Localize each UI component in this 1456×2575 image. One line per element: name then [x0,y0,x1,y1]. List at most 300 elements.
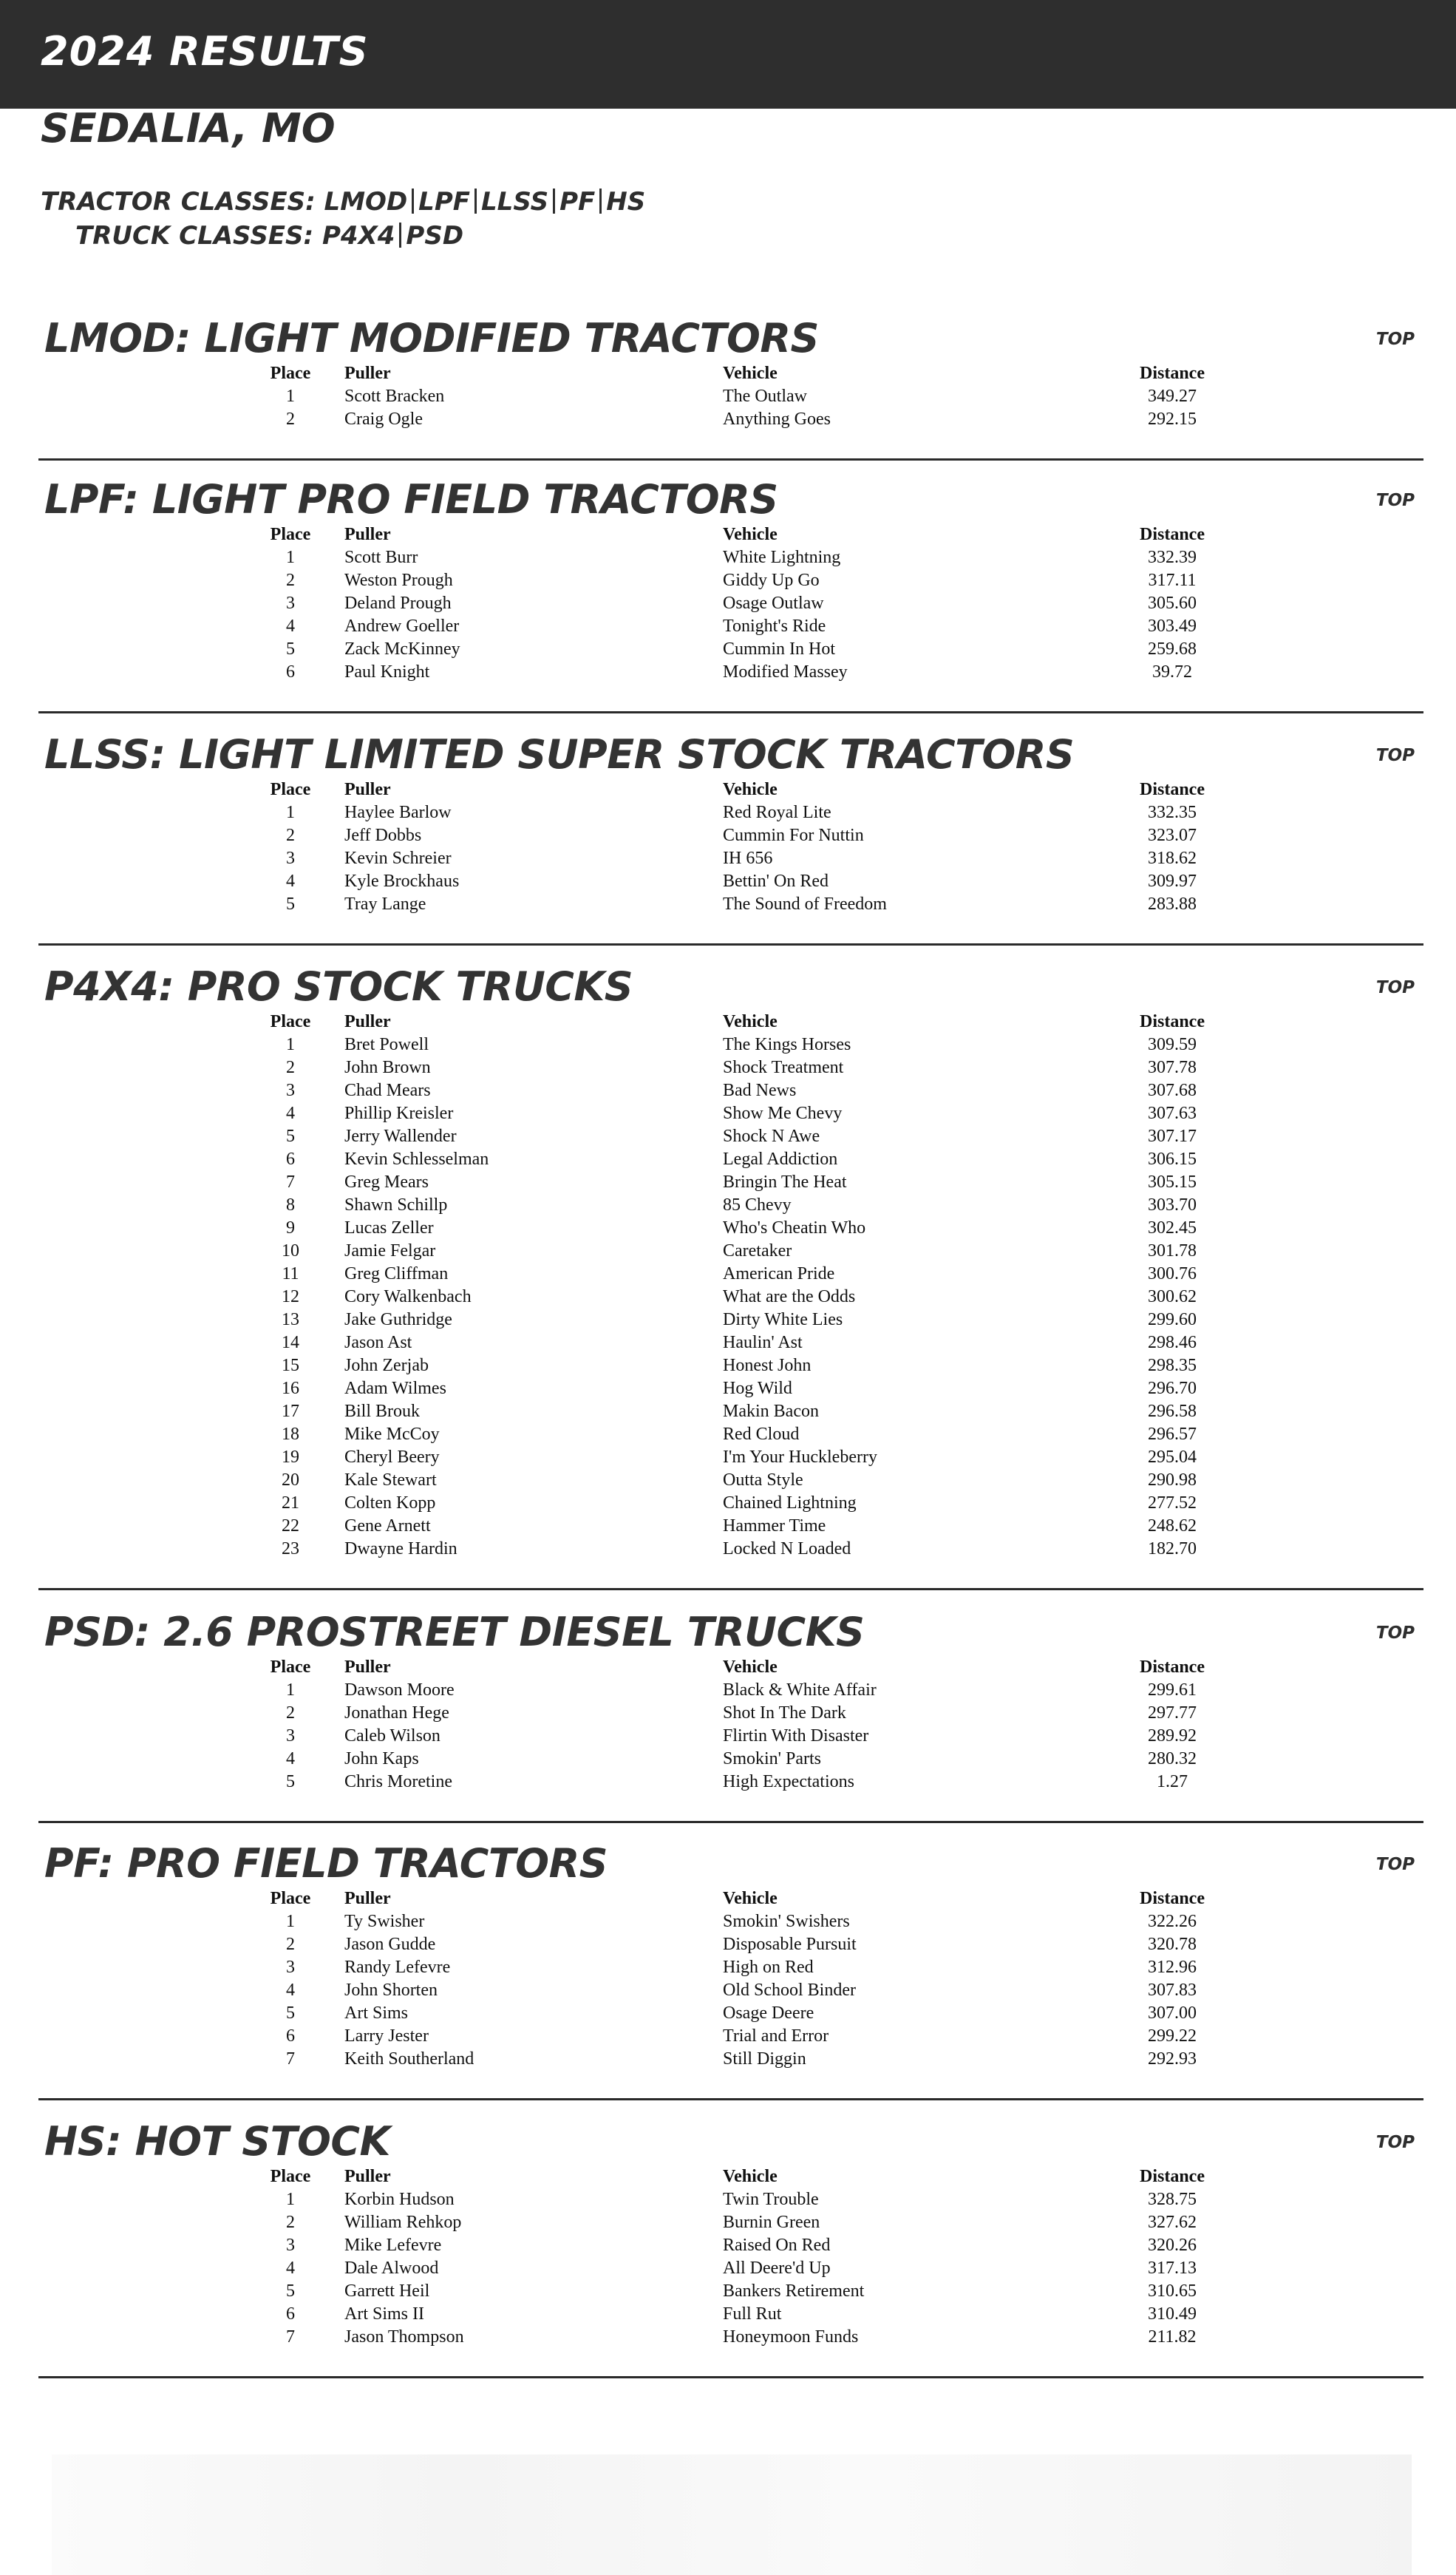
distance-cell: 300.76 [1148,1264,1197,1283]
vehicle-cell: Bankers Retirement [723,2281,865,2301]
place-cell: 4 [286,1104,295,1123]
puller-cell: Caleb Wilson [344,1726,440,1745]
puller-cell: Art Sims II [344,2304,424,2324]
nav-separator [553,189,555,214]
column-header-vehicle: Vehicle [723,780,778,799]
table-row [237,1492,1252,1515]
vehicle-cell: Anything Goes [723,410,831,429]
results-section-llss [38,719,1423,946]
place-cell: 5 [286,1772,295,1791]
puller-cell: John Kaps [344,1749,419,1768]
distance-cell: 322.26 [1148,1912,1197,1931]
nav-separator [474,189,477,214]
puller-cell: Jason Ast [344,1333,412,1352]
vehicle-cell: 85 Chevy [723,1195,792,1215]
results-section-pf [38,1828,1423,2100]
column-header-vehicle: Vehicle [723,2167,778,2186]
table-row [237,2280,1252,2303]
column-header-puller: Puller [344,364,391,383]
place-cell: 19 [282,1448,299,1467]
table-row [237,1446,1252,1469]
vehicle-cell: Disposable Pursuit [723,1935,857,1954]
vehicle-cell: Smokin' Parts [723,1749,822,1768]
table-row [237,569,1252,592]
puller-cell: Kevin Schreier [344,849,452,868]
table-row [237,1469,1252,1492]
vehicle-cell: Bad News [723,1081,797,1100]
table-row [237,1331,1252,1354]
table-row [237,1423,1252,1446]
column-header-place: Place [270,1012,311,1031]
table-row [237,1079,1252,1102]
back-to-top-link[interactable]: TOP [1375,2133,1415,2152]
place-cell: 2 [286,2213,295,2232]
table-row [237,661,1252,684]
distance-cell: 317.13 [1148,2259,1197,2278]
table-row [237,2257,1252,2280]
table-row [237,638,1252,661]
table-row [237,2002,1252,2025]
table-row [237,1725,1252,1748]
results-section-p4x4 [38,951,1423,1590]
distance-cell: 307.63 [1148,1104,1197,1123]
table-header-row [237,2165,1252,2188]
place-cell: 6 [286,2304,295,2324]
column-header-distance: Distance [1140,2167,1205,2186]
place-cell: 11 [282,1264,299,1283]
column-header-vehicle: Vehicle [723,364,778,383]
place-cell: 4 [286,2259,295,2278]
place-cell: 6 [286,662,295,682]
place-cell: 21 [282,1493,299,1513]
distance-cell: 299.22 [1148,2026,1197,2046]
place-cell: 9 [286,1218,295,1238]
distance-cell: 328.75 [1148,2190,1197,2209]
vehicle-cell: What are the Odds [723,1287,856,1306]
puller-cell: Jonathan Hege [344,1703,449,1723]
results-section-lpf [38,464,1423,713]
truck-classes-label: TRUCK CLASSES: [75,221,322,251]
place-cell: 2 [286,410,295,429]
table-row [237,2188,1252,2211]
vehicle-cell: Still Diggin [723,2049,806,2069]
column-header-puller: Puller [344,1012,391,1031]
table-header-row [237,362,1252,385]
puller-cell: Jason Thompson [344,2327,464,2347]
back-to-top-link[interactable]: TOP [1375,491,1415,510]
table-row [237,870,1252,893]
puller-cell: Scott Bracken [344,387,445,406]
table-row [237,1148,1252,1171]
puller-cell: Gene Arnett [344,1516,431,1536]
puller-cell: Weston Prough [344,571,453,590]
results-table [237,778,1252,916]
place-cell: 5 [286,2281,295,2301]
puller-cell: Phillip Kreisler [344,1104,454,1123]
place-cell: 2 [286,1703,295,1723]
puller-cell: Tray Lange [344,895,426,914]
place-cell: 1 [286,387,295,406]
results-section-lmod [38,303,1423,461]
column-header-distance: Distance [1140,525,1205,544]
puller-cell: Cheryl Beery [344,1448,440,1467]
puller-cell: John Shorten [344,1981,438,2000]
puller-cell: Lucas Zeller [344,1218,434,1238]
table-row [237,2303,1252,2326]
distance-cell: 307.83 [1148,1981,1197,2000]
puller-cell: Korbin Hudson [344,2190,455,2209]
place-cell: 18 [282,1425,299,1444]
distance-cell: 300.62 [1148,1287,1197,1306]
column-header-place: Place [270,2167,311,2186]
place-cell: 3 [286,1081,295,1100]
vehicle-cell: Osage Deere [723,2004,814,2023]
place-cell: 6 [286,1150,295,1169]
results-section-hs [38,2106,1423,2378]
vehicle-cell: Cummin For Nuttin [723,826,864,845]
place-cell: 1 [286,2190,295,2209]
puller-cell: Adam Wilmes [344,1379,446,1398]
nav-link-pf[interactable]: PF [559,187,596,217]
vehicle-cell: Old School Binder [723,1981,856,2000]
table-header-row [237,1011,1252,1034]
distance-cell: 309.97 [1148,872,1197,891]
distance-cell: 318.62 [1148,849,1197,868]
table-row [237,1400,1252,1423]
table-row [237,1240,1252,1263]
place-cell: 23 [282,1539,299,1558]
distance-cell: 323.07 [1148,826,1197,845]
puller-cell: Dale Alwood [344,2259,439,2278]
distance-cell: 298.46 [1148,1333,1197,1352]
back-to-top-link[interactable]: TOP [1375,1624,1415,1643]
place-cell: 1 [286,1912,295,1931]
distance-cell: 303.70 [1148,1195,1197,1215]
distance-cell: 309.59 [1148,1035,1197,1054]
column-header-place: Place [270,364,311,383]
place-cell: 1 [286,548,295,567]
vehicle-cell: Full Rut [723,2304,782,2324]
vehicle-cell: Black & White Affair [723,1680,877,1700]
place-cell: 3 [286,2236,295,2255]
section-title: PF: PRO FIELD TRACTORS [44,1840,608,1887]
puller-cell: Jake Guthridge [344,1310,452,1329]
vehicle-cell: Flirtin With Disaster [723,1726,869,1745]
table-row [237,592,1252,615]
place-cell: 1 [286,803,295,822]
column-header-distance: Distance [1140,364,1205,383]
back-to-top-link[interactable]: TOP [1375,1855,1415,1874]
distance-cell: 211.82 [1148,2327,1197,2347]
column-header-puller: Puller [344,1658,391,1677]
distance-cell: 312.96 [1148,1958,1197,1977]
column-header-puller: Puller [344,525,391,544]
vehicle-cell: Bringin The Heat [723,1173,847,1192]
place-cell: 16 [282,1379,299,1398]
vehicle-cell: Hog Wild [723,1379,792,1398]
puller-cell: Greg Mears [344,1173,429,1192]
distance-cell: 320.26 [1148,2236,1197,2255]
place-cell: 13 [282,1310,299,1329]
puller-cell: Cory Walkenbach [344,1287,472,1306]
vehicle-cell: The Sound of Freedom [723,895,887,914]
results-table [237,1011,1252,1561]
puller-cell: Chris Moretine [344,1772,452,1791]
table-row [237,847,1252,870]
vehicle-cell: Twin Trouble [723,2190,819,2209]
distance-cell: 302.45 [1148,1218,1197,1238]
nav-link-p4x4[interactable]: P4X4 [322,221,395,251]
distance-cell: 292.15 [1148,410,1197,429]
place-cell: 17 [282,1402,299,1421]
nav-link-llss[interactable]: LLSS [480,187,549,217]
distance-cell: 305.15 [1148,1173,1197,1192]
section-title: LMOD: LIGHT MODIFIED TRACTORS [44,315,819,362]
vehicle-cell: Chained Lightning [723,1493,857,1513]
vehicle-cell: Osage Outlaw [723,594,824,613]
column-header-puller: Puller [344,780,391,799]
table-row [237,1377,1252,1400]
vehicle-cell: Trial and Error [723,2026,829,2046]
table-row [237,1194,1252,1217]
table-row [237,2211,1252,2234]
place-cell: 4 [286,1981,295,2000]
distance-cell: 280.32 [1148,1749,1197,1768]
location-title: SEDALIA, MO [41,105,336,152]
table-header-row [237,1887,1252,1910]
table-row [237,1354,1252,1377]
nav-link-lmod[interactable]: LMOD [324,187,408,217]
distance-cell: 307.68 [1148,1081,1197,1100]
table-row [237,1933,1252,1956]
nav-separator [399,223,401,248]
vehicle-cell: Who's Cheatin Who [723,1218,866,1238]
results-table [237,523,1252,684]
vehicle-cell: Tonight's Ride [723,617,826,636]
column-header-puller: Puller [344,2167,391,2186]
section-title: P4X4: PRO STOCK TRUCKS [44,963,633,1010]
puller-cell: Kyle Brockhaus [344,872,460,891]
table-row [237,1102,1252,1125]
place-cell: 12 [282,1287,299,1306]
puller-cell: Art Sims [344,2004,409,2023]
distance-cell: 306.15 [1148,1150,1197,1169]
distance-cell: 327.62 [1148,2213,1197,2232]
section-title: HS: HOT STOCK [44,2118,390,2165]
distance-cell: 290.98 [1148,1470,1197,1490]
place-cell: 8 [286,1195,295,1215]
table-row [237,1910,1252,1933]
vehicle-cell: Outta Style [723,1470,803,1490]
place-cell: 15 [282,1356,299,1375]
page-title: 2024 RESULTS [41,28,369,75]
place-cell: 2 [286,826,295,845]
table-row [237,1171,1252,1194]
place-cell: 5 [286,639,295,659]
vehicle-cell: Show Me Chevy [723,1104,843,1123]
place-cell: 2 [286,571,295,590]
column-header-vehicle: Vehicle [723,1658,778,1677]
nav-link-psd[interactable]: PSD [406,221,464,251]
column-header-place: Place [270,1658,311,1677]
puller-cell: Ty Swisher [344,1912,425,1931]
puller-cell: Larry Jester [344,2026,429,2046]
column-header-vehicle: Vehicle [723,1889,778,1908]
table-row [237,385,1252,408]
table-row [237,2326,1252,2349]
puller-cell: Craig Ogle [344,410,423,429]
place-cell: 3 [286,1726,295,1745]
puller-cell: Zack McKinney [344,639,460,659]
puller-cell: Kevin Schlesselman [344,1150,489,1169]
distance-cell: 296.58 [1148,1402,1197,1421]
puller-cell: Mike Lefevre [344,2236,442,2255]
distance-cell: 296.57 [1148,1425,1197,1444]
table-header-row [237,523,1252,546]
vehicle-cell: Makin Bacon [723,1402,819,1421]
table-row [237,1217,1252,1240]
table-row [237,1956,1252,1979]
vehicle-cell: All Deere'd Up [723,2259,831,2278]
puller-cell: John Zerjab [344,1356,429,1375]
table-row [237,1515,1252,1538]
vehicle-cell: Giddy Up Go [723,571,820,590]
vehicle-cell: Honeymoon Funds [723,2327,859,2347]
results-section-psd [38,1597,1423,1823]
table-header-row [237,1656,1252,1679]
puller-cell: Jeff Dobbs [344,826,422,845]
distance-cell: 283.88 [1148,895,1197,914]
place-cell: 1 [286,1680,295,1700]
table-row [237,1538,1252,1561]
distance-cell: 332.39 [1148,548,1197,567]
place-cell: 3 [286,594,295,613]
table-row [237,2025,1252,2048]
vehicle-cell: Red Cloud [723,1425,800,1444]
puller-cell: Andrew Goeller [344,617,460,636]
distance-cell: 1.27 [1157,1772,1188,1791]
place-cell: 2 [286,1935,295,1954]
place-cell: 20 [282,1470,299,1490]
puller-cell: William Rehkop [344,2213,462,2232]
table-row [237,1748,1252,1771]
distance-cell: 299.61 [1148,1680,1197,1700]
distance-cell: 317.11 [1148,571,1197,590]
puller-cell: Greg Cliffman [344,1264,449,1283]
puller-cell: Mike McCoy [344,1425,440,1444]
vehicle-cell: Legal Addiction [723,1150,838,1169]
distance-cell: 301.78 [1148,1241,1197,1261]
distance-cell: 303.49 [1148,617,1197,636]
column-header-distance: Distance [1140,1012,1205,1031]
vehicle-cell: Haulin' Ast [723,1333,803,1352]
distance-cell: 296.70 [1148,1379,1197,1398]
column-header-puller: Puller [344,1889,391,1908]
place-cell: 5 [286,1127,295,1146]
puller-cell: Bill Brouk [344,1402,421,1421]
results-table [237,1656,1252,1794]
table-row [237,615,1252,638]
puller-cell: Bret Powell [344,1035,429,1054]
vehicle-cell: High Expectations [723,1772,854,1791]
vehicle-cell: Shock N Awe [723,1127,820,1146]
distance-cell: 298.35 [1148,1356,1197,1375]
vehicle-cell: American Pride [723,1264,835,1283]
table-row [237,1034,1252,1056]
place-cell: 7 [286,1173,295,1192]
table-row [237,1979,1252,2002]
distance-cell: 320.78 [1148,1935,1197,1954]
distance-cell: 182.70 [1148,1539,1197,1558]
vehicle-cell: Locked N Loaded [723,1539,851,1558]
section-title: LPF: LIGHT PRO FIELD TRACTORS [44,476,778,523]
back-to-top-link[interactable]: TOP [1375,978,1415,997]
vehicle-cell: Caretaker [723,1241,792,1261]
puller-cell: Dawson Moore [344,1680,455,1700]
puller-cell: Chad Mears [344,1081,431,1100]
back-to-top-link[interactable]: TOP [1375,330,1415,349]
puller-cell: Randy Lefevre [344,1958,451,1977]
table-row [237,1309,1252,1331]
table-row [237,2048,1252,2071]
vehicle-cell: Honest John [723,1356,812,1375]
section-title: PSD: 2.6 PROSTREET DIESEL TRUCKS [44,1609,865,1655]
back-to-top-link[interactable]: TOP [1375,746,1415,765]
distance-cell: 332.35 [1148,803,1197,822]
puller-cell: Dwayne Hardin [344,1539,457,1558]
vehicle-cell: High on Red [723,1958,814,1977]
vehicle-cell: Cummin In Hot [723,639,836,659]
vehicle-cell: Shot In The Dark [723,1703,846,1723]
section-title: LLSS: LIGHT LIMITED SUPER STOCK TRACTORS [44,731,1075,778]
table-row [237,408,1252,431]
puller-cell: Jamie Felgar [344,1241,436,1261]
puller-cell: Paul Knight [344,662,430,682]
distance-cell: 248.62 [1148,1516,1197,1536]
nav-separator [412,189,414,214]
nav-separator [599,189,602,214]
top-banner [0,0,1456,109]
nav-link-hs[interactable]: HS [606,187,646,217]
distance-cell: 39.72 [1152,662,1192,682]
results-table [237,1887,1252,2071]
vehicle-cell: Raised On Red [723,2236,831,2255]
tractor-classes-label: TRACTOR CLASSES: [41,187,324,217]
place-cell: 2 [286,1058,295,1077]
place-cell: 1 [286,1035,295,1054]
place-cell: 14 [282,1333,299,1352]
truck-class-nav [75,221,463,251]
puller-cell: Shawn Schillp [344,1195,448,1215]
column-header-vehicle: Vehicle [723,1012,778,1031]
table-header-row [237,778,1252,801]
distance-cell: 289.92 [1148,1726,1197,1745]
vehicle-cell: The Outlaw [723,387,807,406]
distance-cell: 297.77 [1148,1703,1197,1723]
distance-cell: 310.49 [1148,2304,1197,2324]
table-row [237,1263,1252,1286]
nav-link-lpf[interactable]: LPF [418,187,470,217]
vehicle-cell: I'm Your Huckleberry [723,1448,877,1467]
puller-cell: Kale Stewart [344,1470,437,1490]
table-row [237,1056,1252,1079]
puller-cell: Garrett Heil [344,2281,430,2301]
results-table [237,2165,1252,2349]
vehicle-cell: IH 656 [723,849,773,868]
column-header-place: Place [270,525,311,544]
puller-cell: John Brown [344,1058,431,1077]
distance-cell: 307.17 [1148,1127,1197,1146]
